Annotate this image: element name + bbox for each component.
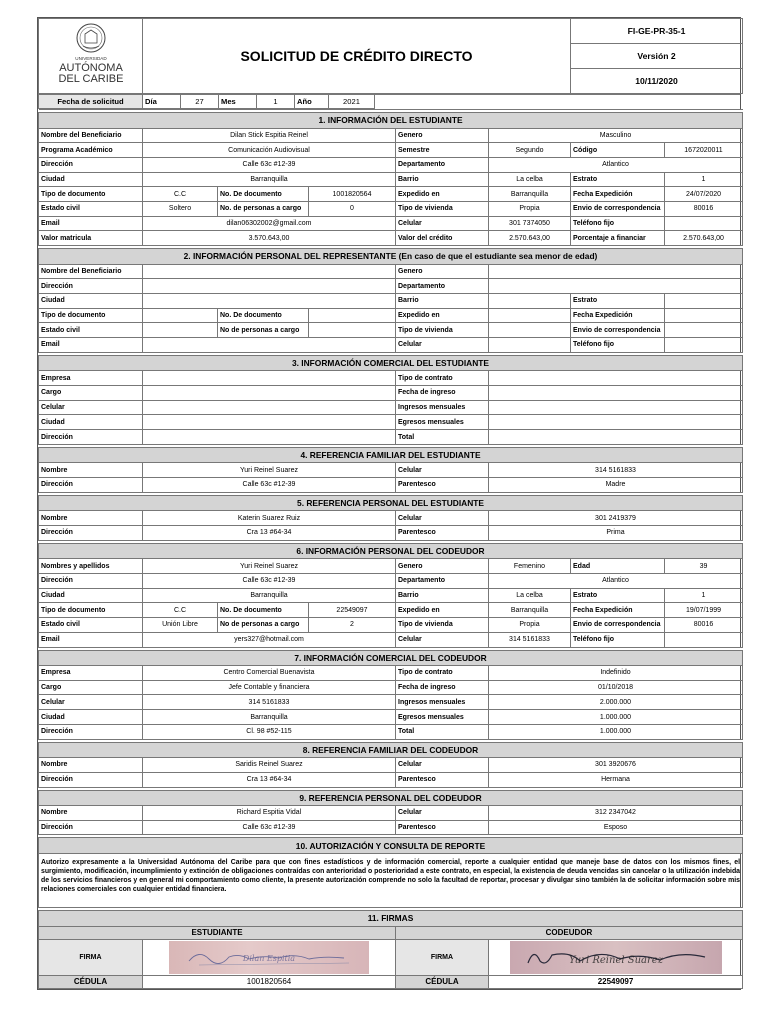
field-label: No. de personas a cargo: [218, 202, 309, 217]
empty-field[interactable]: [143, 338, 396, 353]
field-label: Barrio: [396, 172, 489, 187]
email-value[interactable]: dilan06302002@gmail.com: [143, 216, 396, 231]
form-row: [39, 308, 743, 323]
reference-address-value[interactable]: Calle 63c #12-39: [143, 478, 396, 493]
cosigner-dependents-value[interactable]: 2: [309, 618, 396, 633]
mobile-value[interactable]: 301 7374050: [489, 216, 571, 231]
logo-line-3: DEL CARIBE: [57, 73, 124, 85]
empty-field[interactable]: [143, 294, 396, 309]
field-label: Empresa: [39, 371, 143, 386]
field-label: Parentesco: [396, 526, 489, 541]
empty-field[interactable]: [489, 308, 571, 323]
field-label: Expedido en: [396, 603, 489, 618]
field-label: Celular: [39, 695, 143, 710]
form-row: [39, 128, 743, 143]
request-date-label: Fecha de solicitud: [39, 95, 143, 109]
cosigner-city-value[interactable]: Barranquilla: [143, 588, 396, 603]
field-label: Genero: [396, 128, 489, 143]
start-date-value[interactable]: 01/10/2018: [489, 680, 743, 695]
request-date-row: [38, 94, 740, 109]
field-label: Tipo de vivienda: [396, 202, 489, 217]
empty-field[interactable]: [665, 294, 743, 309]
address-value[interactable]: Calle 63c #12-39: [143, 157, 396, 172]
empty-field[interactable]: [143, 308, 218, 323]
section-3-title: 3. INFORMACIÓN COMERCIAL DEL ESTUDIANTE: [39, 355, 743, 371]
field-label: Nombre: [39, 511, 143, 526]
field-label: Celular: [396, 216, 489, 231]
cosigner-housing-value[interactable]: Propia: [489, 618, 571, 633]
field-label: No de personas a cargo: [218, 323, 309, 338]
field-label: Ciudad: [39, 294, 143, 309]
reference-relationship-value[interactable]: Madre: [489, 478, 743, 493]
field-label: Valor matricula: [39, 231, 143, 246]
field-label: No. De documento: [218, 308, 309, 323]
field-label: Total: [396, 724, 489, 739]
field-label: Fecha de ingreso: [396, 386, 489, 401]
work-city-value[interactable]: Barranquilla: [143, 710, 396, 725]
field-label: Envio de correspondencia: [571, 323, 665, 338]
form-title: SOLICITUD DE CRÉDITO DIRECTO: [143, 19, 571, 94]
field-label: Departamento: [396, 574, 489, 589]
issued-in-value[interactable]: Barranquilla: [489, 187, 571, 202]
form-row: [39, 338, 743, 353]
field-label: Tipo de contrato: [396, 666, 489, 681]
postal-code-value[interactable]: 80016: [665, 202, 743, 217]
field-label: Estado civil: [39, 323, 143, 338]
field-label: No. De documento: [218, 187, 309, 202]
monthly-expenses-value[interactable]: 1.000.000: [489, 710, 743, 725]
day-value[interactable]: 27: [181, 95, 219, 109]
empty-field[interactable]: [143, 371, 396, 386]
section-5-title: 5. REFERENCIA PERSONAL DEL ESTUDIANTE: [39, 495, 743, 511]
field-label: Fecha de ingreso: [396, 680, 489, 695]
field-label: Email: [39, 216, 143, 231]
cosigner-gender-value[interactable]: Femenino: [489, 559, 571, 574]
work-mobile-value[interactable]: 314 5161833: [143, 695, 396, 710]
reference-name-value[interactable]: Saridis Reinel Suarez: [143, 758, 396, 773]
reference-address-value[interactable]: Cra 13 #64-34: [143, 772, 396, 787]
field-label: Parentesco: [396, 820, 489, 835]
field-label: No de personas a cargo: [218, 618, 309, 633]
field-label: Ciudad: [39, 710, 143, 725]
field-label: Ingresos mensuales: [396, 695, 489, 710]
reference-name-value[interactable]: Richard Espitia Vidal: [143, 806, 396, 821]
work-address-value[interactable]: Cl. 98 #52-115: [143, 724, 396, 739]
empty-field[interactable]: [143, 386, 396, 401]
firma-label: FIRMA: [396, 939, 489, 975]
field-label: Dirección: [39, 430, 143, 445]
cosigner-mobile-value[interactable]: 314 5161833: [489, 632, 571, 647]
empty-field[interactable]: [489, 294, 571, 309]
form-row: [39, 216, 743, 231]
section-10-title: 10. AUTORIZACIÓN Y CONSULTA DE REPORTE: [39, 838, 743, 854]
field-label: Celular: [396, 632, 489, 647]
section-4-title: 4. REFERENCIA FAMILIAR DEL ESTUDIANTE: [39, 447, 743, 463]
empty-field[interactable]: [489, 415, 743, 430]
field-label: Porcentaje a financiar: [571, 231, 665, 246]
year-label: Año: [295, 95, 329, 109]
code-value[interactable]: 1672020011: [665, 143, 743, 158]
position-value[interactable]: Jefe Contable y financiera: [143, 680, 396, 695]
reference-address-value[interactable]: Cra 13 #64-34: [143, 526, 396, 541]
form-row: [39, 294, 743, 309]
section-6-title: 6. INFORMACIÓN PERSONAL DEL CODEUDOR: [39, 543, 743, 559]
field-label: Envio de correspondencia: [571, 618, 665, 633]
field-label: Estrato: [571, 172, 665, 187]
section-7-title: 7. INFORMACIÓN COMERCIAL DEL CODEUDOR: [39, 650, 743, 666]
field-label: Nombre: [39, 758, 143, 773]
empty-field[interactable]: [665, 308, 743, 323]
field-label: Tipo de documento: [39, 308, 143, 323]
field-label: Tipo de vivienda: [396, 618, 489, 633]
field-label: Fecha Expedición: [571, 308, 665, 323]
empty-field[interactable]: [489, 279, 743, 294]
form-row: [39, 157, 743, 172]
logo-line-2: AUTÓNOMA: [58, 62, 123, 74]
field-label: Dirección: [39, 478, 143, 493]
field-label: Dirección: [39, 772, 143, 787]
contract-type-value[interactable]: Indefinido: [489, 666, 743, 681]
empty-field[interactable]: [489, 264, 743, 279]
reference-relationship-value[interactable]: Hermana: [489, 772, 743, 787]
field-label: Valor del crédito: [396, 231, 489, 246]
form-row: [39, 143, 743, 158]
housing-type-value[interactable]: Propia: [489, 202, 571, 217]
cosigner-id-value[interactable]: 22549097: [489, 975, 743, 988]
empty-field[interactable]: [143, 264, 396, 279]
field-label: Empresa: [39, 666, 143, 681]
field-label: Ingresos mensuales: [396, 400, 489, 415]
day-label: Día: [143, 95, 181, 109]
field-label: Ciudad: [39, 588, 143, 603]
field-label: Código: [571, 143, 665, 158]
reference-address-value[interactable]: Calle 63c #12-39: [143, 820, 396, 835]
department-value[interactable]: Atlantico: [489, 157, 743, 172]
field-label: Ciudad: [39, 415, 143, 430]
form-code: FI-GE-PR-35-1: [571, 19, 743, 44]
empty-field[interactable]: [143, 400, 396, 415]
field-label: Nombre: [39, 463, 143, 478]
field-label: Fecha Expedición: [571, 603, 665, 618]
reference-mobile-value[interactable]: 301 2419379: [489, 511, 743, 526]
field-label: Teléfono fijo: [571, 632, 665, 647]
cosigner-signature-field[interactable]: [489, 939, 743, 975]
section-2-title: 2. INFORMACIÓN PERSONAL DEL REPRESENTANTE (En caso de que el estudiante sea menor de edad): [39, 249, 743, 265]
field-label: Tipo de contrato: [396, 371, 489, 386]
reference-mobile-value[interactable]: 312 2347042: [489, 806, 743, 821]
cosigner-postal-code-value[interactable]: 80016: [665, 618, 743, 633]
field-label: Expedido en: [396, 308, 489, 323]
finance-percentage-value[interactable]: 2.570.643,00: [665, 231, 743, 246]
section-1-title: 1. INFORMACIÓN DEL ESTUDIANTE: [39, 113, 743, 129]
cedula-label: CÉDULA: [39, 975, 143, 988]
form-date: 10/11/2020: [571, 69, 743, 94]
reference-mobile-value[interactable]: 301 3920676: [489, 758, 743, 773]
section-8-title: 8. REFERENCIA FAMILIAR DEL CODEUDOR: [39, 742, 743, 758]
form-row: [39, 264, 743, 279]
empty-field[interactable]: [309, 323, 396, 338]
field-label: Edad: [571, 559, 665, 574]
field-label: Estrato: [571, 588, 665, 603]
field-label: Celular: [396, 758, 489, 773]
form-body: [38, 109, 743, 989]
field-label: Dirección: [39, 574, 143, 589]
university-seal-icon: [43, 21, 139, 89]
field-label: Celular: [39, 400, 143, 415]
civil-status-value[interactable]: Soltero: [143, 202, 218, 217]
cosigner-neighborhood-value[interactable]: La celba: [489, 588, 571, 603]
company-value[interactable]: Centro Comercial Buenavista: [143, 666, 396, 681]
cosigner-landline-value[interactable]: [665, 632, 743, 647]
form-version: Versión 2: [571, 44, 743, 69]
stratum-value[interactable]: 1: [665, 172, 743, 187]
field-label: Barrio: [396, 294, 489, 309]
field-label: Tipo de documento: [39, 603, 143, 618]
empty-field[interactable]: [309, 308, 396, 323]
field-label: Nombre del Beneficiario: [39, 264, 143, 279]
firma-label: FIRMA: [39, 939, 143, 975]
form-header: [38, 18, 743, 94]
empty-field[interactable]: [489, 323, 571, 338]
cedula-label: CÉDULA: [396, 975, 489, 988]
monthly-income-value[interactable]: 2.000.000: [489, 695, 743, 710]
field-label: Estado civil: [39, 618, 143, 633]
form-row: [39, 172, 743, 187]
university-logo: [39, 19, 143, 94]
field-label: Tipo de vivienda: [396, 323, 489, 338]
field-label: Fecha Expedición: [571, 187, 665, 202]
svg-text:Dilan Espitia: Dilan Espitia: [242, 953, 296, 963]
field-label: Celular: [396, 463, 489, 478]
field-label: Tipo de documento: [39, 187, 143, 202]
tuition-value[interactable]: 3.570.643,00: [143, 231, 396, 246]
cosigner-address-value[interactable]: Calle 63c #12-39: [143, 574, 396, 589]
reference-name-value[interactable]: Yuri Reinel Suarez: [143, 463, 396, 478]
field-label: No. De documento: [218, 603, 309, 618]
cosigner-doc-number-value[interactable]: 22549097: [309, 603, 396, 618]
cosigner-civil-status-value[interactable]: Unión Libre: [143, 618, 218, 633]
field-label: Egresos mensuales: [396, 710, 489, 725]
empty-field[interactable]: [665, 338, 743, 353]
authorization-text: Autorizo expresamente a la Universidad Autónoma del Caribe para que con fines estadísticos y de información comercial, reporte a cualquier entidad que maneje base de datos con los mismos fines, el surgimiento, modificación, incumplimiento y extinción de obligaciones contraídas con anterioridad o posterioridad a este contrato, en especial, la existencia de deuda vencidas sin cancelar o la utilización indebida de los servicios financieros y en general mi comportamiento como cliente, la presente autorización comprende no solo la facultad de reportar, procesar y divulgar sino también la de solicitar información sobre mis relaciones comerciales con cualquier entidad financiera.: [39, 854, 743, 908]
field-label: Semestre: [396, 143, 489, 158]
student-id-value[interactable]: 1001820564: [143, 975, 396, 988]
field-label: Expedido en: [396, 187, 489, 202]
field-label: Email: [39, 632, 143, 647]
landline-value[interactable]: [665, 216, 743, 231]
cosigner-issued-in-value[interactable]: Barranquilla: [489, 603, 571, 618]
empty-field[interactable]: [489, 338, 571, 353]
field-label: Dirección: [39, 526, 143, 541]
field-label: Dirección: [39, 279, 143, 294]
form-row: [39, 231, 743, 246]
field-label: Parentesco: [396, 478, 489, 493]
beneficiary-name-value[interactable]: Dilan Stick Espitia Reinel: [143, 128, 396, 143]
cosigner-age-value[interactable]: 39: [665, 559, 743, 574]
cosigner-stratum-value[interactable]: 1: [665, 588, 743, 603]
cosigner-doc-type-value[interactable]: C.C: [143, 603, 218, 618]
total-value[interactable]: 1.000.000: [489, 724, 743, 739]
year-value[interactable]: 2021: [329, 95, 375, 109]
reference-relationship-value[interactable]: Esposo: [489, 820, 743, 835]
field-label: Barrio: [396, 588, 489, 603]
student-signature-image: [169, 941, 369, 974]
month-value[interactable]: 1: [257, 95, 295, 109]
cosigner-issue-date-value[interactable]: 19/07/1999: [665, 603, 743, 618]
city-value[interactable]: Barranquilla: [143, 172, 396, 187]
form-row: [39, 202, 743, 217]
empty-field[interactable]: [143, 323, 218, 338]
field-label: Dirección: [39, 724, 143, 739]
doc-number-value[interactable]: 1001820564: [309, 187, 396, 202]
field-label: Total: [396, 430, 489, 445]
credit-value[interactable]: 2.570.643,00: [489, 231, 571, 246]
field-label: Parentesco: [396, 772, 489, 787]
form-row: [39, 187, 743, 202]
logo-line-1: UNIVERSIDAD: [74, 56, 107, 61]
empty-field[interactable]: [143, 415, 396, 430]
field-label: Egresos mensuales: [396, 415, 489, 430]
cosigner-signature-image: [510, 941, 722, 974]
field-label: Ciudad: [39, 172, 143, 187]
cosigner-email-value[interactable]: yers327@hotmail.com: [143, 632, 396, 647]
field-label: Dirección: [39, 157, 143, 172]
issue-date-value[interactable]: 24/07/2020: [665, 187, 743, 202]
cosigner-signature-header: CODEUDOR: [396, 926, 743, 939]
field-label: Email: [39, 338, 143, 353]
field-label: Cargo: [39, 386, 143, 401]
reference-mobile-value[interactable]: 314 5161833: [489, 463, 743, 478]
section-11-title: 11. FIRMAS: [39, 911, 743, 927]
field-label: Nombre del Beneficiario: [39, 128, 143, 143]
field-label: Nombres y apellidos: [39, 559, 143, 574]
credit-application-form: [37, 17, 741, 990]
cosigner-name-value[interactable]: Yuri Reinel Suarez: [143, 559, 396, 574]
section-9-title: 9. REFERENCIA PERSONAL DEL CODEUDOR: [39, 790, 743, 806]
doc-type-value[interactable]: C.C: [143, 187, 218, 202]
form-row: [39, 279, 743, 294]
gender-value[interactable]: Masculino: [489, 128, 743, 143]
empty-field[interactable]: [489, 386, 743, 401]
field-label: Teléfono fijo: [571, 216, 665, 231]
month-label: Mes: [219, 95, 257, 109]
empty-field[interactable]: [489, 371, 743, 386]
field-label: Genero: [396, 559, 489, 574]
form-row: [39, 323, 743, 338]
semester-value[interactable]: Segundo: [489, 143, 571, 158]
field-label: Celular: [396, 511, 489, 526]
field-label: Estado civil: [39, 202, 143, 217]
empty-field[interactable]: [143, 430, 396, 445]
field-label: Programa Académico: [39, 143, 143, 158]
program-value[interactable]: Comunicación Audiovisual: [143, 143, 396, 158]
empty-field[interactable]: [489, 430, 743, 445]
field-label: Departamento: [396, 279, 489, 294]
field-label: Departamento: [396, 157, 489, 172]
cosigner-department-value[interactable]: Atlantico: [489, 574, 743, 589]
reference-name-value[interactable]: Katerin Suarez Ruiz: [143, 511, 396, 526]
dependents-value[interactable]: 0: [309, 202, 396, 217]
field-label: Celular: [396, 338, 489, 353]
student-signature-field[interactable]: [143, 939, 396, 975]
field-label: Celular: [396, 806, 489, 821]
student-signature-header: ESTUDIANTE: [39, 926, 396, 939]
field-label: Cargo: [39, 680, 143, 695]
field-label: Genero: [396, 264, 489, 279]
field-label: Estrato: [571, 294, 665, 309]
svg-text:Yuri Reinel Suarez: Yuri Reinel Suarez: [568, 954, 663, 966]
field-label: Dirección: [39, 820, 143, 835]
field-label: Nombre: [39, 806, 143, 821]
field-label: Envio de correspondencia: [571, 202, 665, 217]
reference-relationship-value[interactable]: Prima: [489, 526, 743, 541]
neighborhood-value[interactable]: La celba: [489, 172, 571, 187]
empty-field[interactable]: [489, 400, 743, 415]
empty-field[interactable]: [665, 323, 743, 338]
field-label: Teléfono fijo: [571, 338, 665, 353]
empty-field[interactable]: [143, 279, 396, 294]
